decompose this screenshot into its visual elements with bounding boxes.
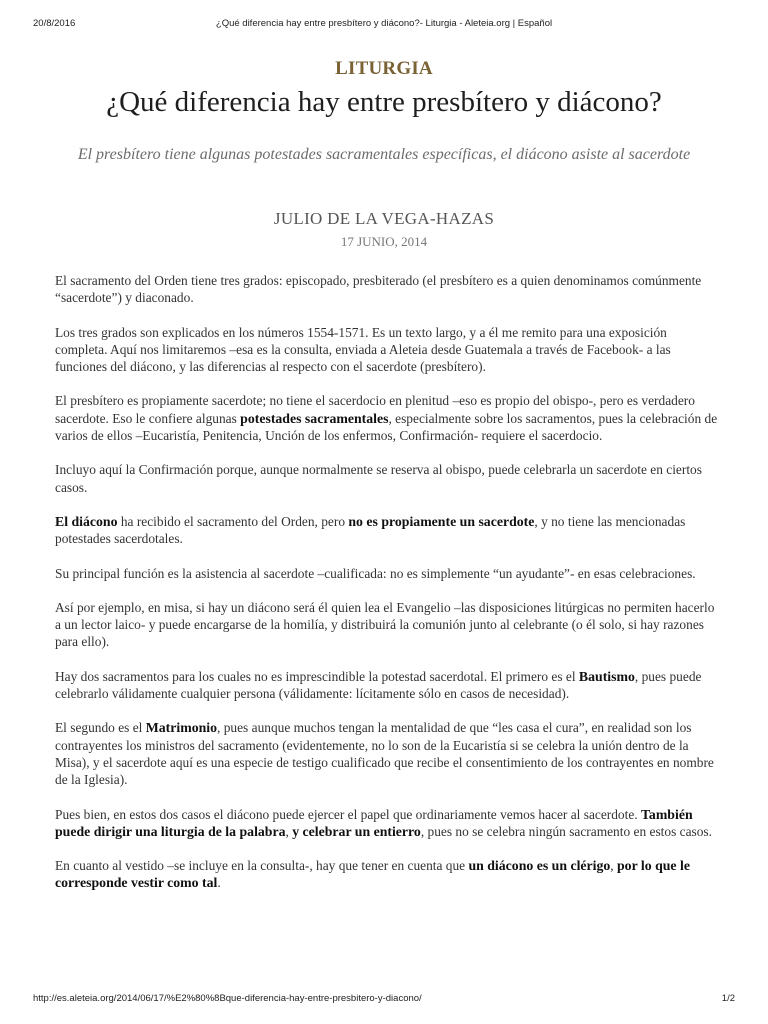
- paragraph: [55, 272, 718, 307]
- bold-text: por lo que le corresponde vestir como tal: [55, 858, 690, 891]
- paragraph: [55, 513, 718, 548]
- text: El presbítero es propiamente sacerdote; no tiene el sacerdocio en plenitud –eso es propio del obispo-, pero es verdadero sacerdote. Eso le confiere algunas: [55, 393, 695, 426]
- bold-text: Bautismo: [578, 668, 635, 684]
- paragraph: [55, 719, 718, 788]
- text: Los tres grados son explicados en los números 1554-1571. Es un texto largo, y a él me remito para una exposición completa. Aquí nos limitaremos –esa es la consulta, enviada a Aleteia desde Guatemala a través de Facebook- a las funciones del diácono, y las diferencias al respecto con el sacerdote (presbítero).: [55, 324, 671, 375]
- text: El sacramento del Orden tiene tres grados: episcopado, presbiterado (el presbítero es a quien denominamos comúnmente “sacerdote”) y diaconado.: [55, 273, 702, 306]
- article-subtitle: El presbítero tiene algunas potestades sacramentales específicas, el diácono asiste al sacerdote: [77, 146, 691, 163]
- section-link[interactable]: LITURGIA: [335, 58, 433, 79]
- bold-text: El diácono: [55, 513, 118, 529]
- print-date: 20/8/2016: [33, 18, 76, 29]
- text: Incluyo aquí la Confirmación porque, aunque normalmente se reserva al obispo, puede celebrarla un sacerdote en ciertos casos.: [55, 462, 702, 495]
- print-page-number: 1/2: [721, 993, 735, 1004]
- bold-text: Matrimonio: [145, 720, 218, 736]
- text: Así por ejemplo, en misa, si hay un diácono será él quien lea el Evangelio –las disposiciones litúrgicas no permiten hacerlo a un lector laico- y puede encargarse de la homilía, y distribuirá la comunión junto al celebrante (o él solo, si hay razones para ello).: [55, 599, 715, 650]
- bold-text: no es propiamente un sacerdote: [348, 513, 535, 529]
- bold-text: un diácono es un clérigo: [468, 858, 611, 874]
- text: ,: [285, 823, 293, 839]
- article-title: ¿Qué diferencia hay entre presbítero y diácono?: [106, 86, 662, 118]
- bold-text: potestades sacramentales: [240, 410, 389, 426]
- text: ,: [610, 858, 617, 874]
- paragraph: [55, 668, 718, 703]
- text: Pues bien, en estos dos casos el diácono puede ejercer el papel que ordinariamente vemos hacer al sacerdote.: [55, 806, 641, 822]
- paragraph: [55, 857, 718, 892]
- print-footer-url: http://es.aleteia.org/2014/06/17/%E2%80%8Bque-diferencia-hay-entre-presbitero-y-diacono/: [33, 993, 422, 1004]
- section-label[interactable]: [0, 58, 768, 80]
- bold-text: y celebrar un entierro: [292, 823, 421, 839]
- paragraph: [55, 461, 718, 496]
- paragraph: [55, 324, 718, 376]
- text: , y no tiene las mencionadas potestades sacerdotales.: [55, 513, 686, 547]
- paragraph: [55, 599, 718, 651]
- article-author[interactable]: JULIO DE LA VEGA-HAZAS: [273, 209, 495, 228]
- text: ha recibido el sacramento del Orden, pero: [117, 513, 349, 529]
- paragraph: [55, 392, 718, 444]
- text: .: [217, 875, 221, 891]
- bold-text: También puede dirigir una liturgia de la palabra: [55, 806, 693, 839]
- text: , pues puede celebrarlo válidamente cualquier persona (válidamente: lícitamente sólo en casos de necesidad).: [55, 668, 702, 702]
- text: , pues aunque muchos tengan la mentalidad de que “les casa el cura”, en realidad son los contrayentes los ministros del sacramento (evidentemente, no lo son de la Eucaristía si se celebra la unión dentro de la Misa), y el sacerdote aquí es una especie de testigo cualificado que recibe el consentimiento de los contrayentes en nombre de la Iglesia).: [55, 720, 714, 788]
- article-body: [55, 272, 718, 909]
- article-date: 17 JUNIO, 2014: [340, 234, 428, 249]
- text: El segundo es el: [55, 720, 146, 736]
- paragraph: [55, 806, 718, 841]
- text: , pues no se celebra ningún sacramento en estos casos.: [420, 823, 712, 839]
- text: Hay dos sacramentos para los cuales no es imprescindible la potestad sacerdotal. El primero es el: [55, 668, 579, 684]
- text: En cuanto al vestido –se incluye en la consulta-, hay que tener en cuenta que: [55, 858, 469, 874]
- text: Su principal función es la asistencia al sacerdote –cualificada: no es simplemente “un ayudante”- en esas celebraciones.: [55, 565, 696, 581]
- print-header-title: ¿Qué diferencia hay entre presbítero y diácono?- Liturgia - Aleteia.org | Español: [215, 18, 553, 29]
- paragraph: [55, 565, 718, 582]
- text: , especialmente sobre los sacramentos, pues la celebración de varios de ellos –Eucaristía, Penitencia, Unción de los enfermos, Confirmación- requiere el sacerdocio.: [55, 410, 718, 444]
